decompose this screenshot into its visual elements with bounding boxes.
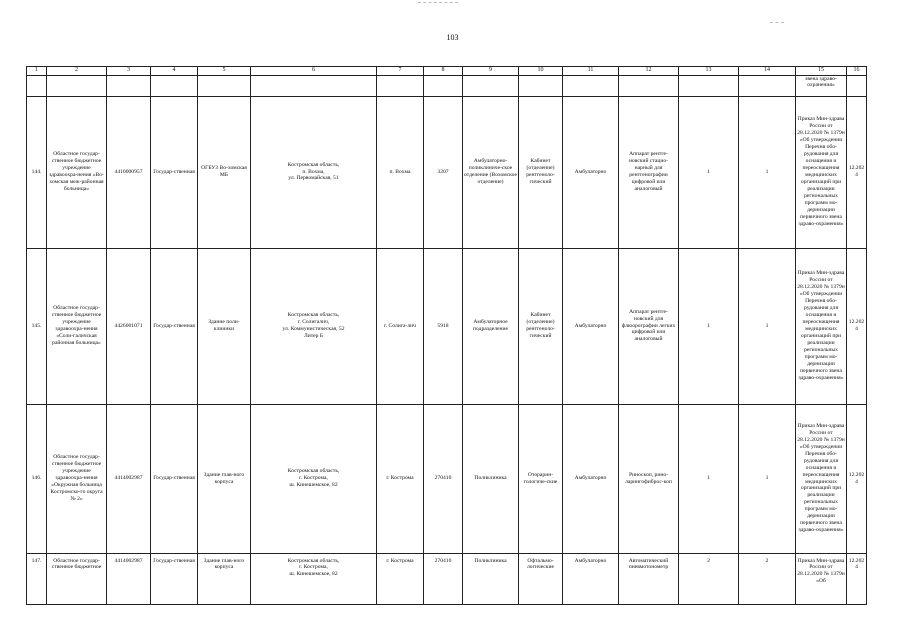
locality: п. Вохма xyxy=(377,96,424,248)
organization-name: Областное государ-ственное бюджетное xyxy=(47,553,107,604)
address-line: ул. Первомайская, 51 xyxy=(288,175,339,182)
quantity: 1 xyxy=(739,96,796,248)
column-number: 6 xyxy=(251,67,377,76)
column-number: 14 xyxy=(739,67,796,76)
inn: 4410000957 xyxy=(107,96,151,248)
equipment: Автоматический пневмотонометр xyxy=(619,553,679,604)
equipment: Аппарат рентге-новский стацио-нарный для рентгенографии цифровой или аналоговый xyxy=(619,96,679,248)
care-type: Амбулаторно xyxy=(563,248,619,404)
locality: г. Кострома xyxy=(377,553,424,604)
organization-name: Областное государ-ственное бюджетное учреждение здравоохра-нения «Соли-галичская районная больница» xyxy=(47,248,107,404)
address-line: г. Кострома, xyxy=(299,475,328,481)
care-type: Амбулаторно xyxy=(563,404,619,553)
address xyxy=(251,96,377,248)
basis: Приказ Мин-здрава России от 28.12.2020 № 1379н «Об утверждении Перечня обо-рудования для оснащения и переоснащения медицинских организаций при реализации региональных программ мо-дернизации первичного звена здраво-охранения» xyxy=(796,96,847,248)
locality: г. Солига-лич xyxy=(377,248,424,404)
organization-name: Областное государ-ственное бюджетное учреждение здравоохра-нения «Во-хомская меж-районная больница» xyxy=(47,96,107,248)
address xyxy=(251,553,377,604)
unit: Поликлиника xyxy=(463,404,519,553)
address-line: ул. Коммунистическая, 52 xyxy=(282,326,345,332)
basis: Приказ Мин-здрава России от 28.12.2020 № 1379н «Об утверждении Перечня обо-рудования для оснащения и переоснащения медицинских организаций при реализации региональных программ мо-дернизации первичного звена здраво-охранения» xyxy=(796,248,847,404)
column-number: 9 xyxy=(463,67,519,76)
column-number: 2 xyxy=(47,67,107,76)
quantity: 2 xyxy=(739,553,796,604)
column-number: 10 xyxy=(519,67,563,76)
date: 12.2024 xyxy=(847,96,867,248)
column-number: 8 xyxy=(424,67,463,76)
address-line: Литер Б xyxy=(303,332,324,339)
inn: 4414002987 xyxy=(107,404,151,553)
column-number: 4 xyxy=(151,67,198,76)
quantity: 1 xyxy=(679,248,739,404)
quantity: 2 xyxy=(679,553,739,604)
quantity: 1 xyxy=(679,96,739,248)
room: Оторарин-гологиче-ские xyxy=(519,404,563,553)
care-type: Амбулаторно xyxy=(563,96,619,248)
column-number: 5 xyxy=(198,67,251,76)
ownership: Государ-ственная xyxy=(151,404,198,553)
building: Здание глав-ного корпуса xyxy=(198,553,251,604)
room: Кабинет (отделение) рентгеноло-гический xyxy=(519,96,563,248)
address-line: Костромская область, xyxy=(287,468,340,475)
unit: Амбулаторно-поликлиниче-ское отделение (Вохомское отделение) xyxy=(463,96,519,248)
date: 12.2024 xyxy=(847,404,867,553)
building: Здание глав-ного корпуса xyxy=(198,404,251,553)
equipment: Риноскоп, рино-ларингофиброс-коп xyxy=(619,404,679,553)
column-number: 13 xyxy=(679,67,739,76)
equipment-table xyxy=(26,66,867,605)
page-number: 103 xyxy=(446,33,459,42)
column-number: 3 xyxy=(107,67,151,76)
unit: Поликлиника xyxy=(463,553,519,604)
table-row xyxy=(27,553,867,604)
address-line: г. Кострома, xyxy=(299,564,328,571)
column-number: 12 xyxy=(619,67,679,76)
address-line: п. Вохма, xyxy=(302,168,325,175)
row-number: 146. xyxy=(27,404,47,553)
address-line: ш. Кинешемское, 82 xyxy=(289,481,338,488)
code: 3207 xyxy=(424,96,463,248)
inn: 4414002987 xyxy=(107,553,151,604)
basis: Приказ Мин-здрава России от 28.12.2020 № 1379н «Об утверждении Перечня обо-рудования для оснащения и переоснащения медицинских организаций при реализации региональных программ мо-дернизации первичного звена здраво-охранения» xyxy=(796,404,847,553)
building: Здание поли-клиники xyxy=(198,248,251,404)
address-line: Костромская область, xyxy=(287,161,340,168)
table-row xyxy=(27,96,867,248)
column-number: 1 xyxy=(27,67,47,76)
room: Офтальмо-логические xyxy=(519,553,563,604)
address-line: г. Солигалич, xyxy=(297,319,330,326)
ownership: Государ-ственная xyxy=(151,553,198,604)
column-number: 16 xyxy=(847,67,867,76)
code: 5918 xyxy=(424,248,463,404)
basis: Приказ Мин-здрава России от 28.12.2020 № 1379н «Об xyxy=(796,553,847,604)
quantity: 1 xyxy=(679,404,739,553)
column-number: 7 xyxy=(377,67,424,76)
quantity: 1 xyxy=(739,404,796,553)
column-number: 15 xyxy=(796,67,847,76)
address-line: ш. Кинешемское, 82 xyxy=(289,571,338,578)
row-number: 144. xyxy=(27,96,47,248)
organization-name: Областное государ-ственное бюджетное учреждение здравоохра-нения «Окружная больница Костромско-го округа № 2» xyxy=(47,404,107,553)
equipment: Аппарат рентге-новский для флюорографии легких цифровой или аналоговый xyxy=(619,248,679,404)
address-line: Костромская область, xyxy=(287,557,340,564)
address xyxy=(251,248,377,404)
table-row xyxy=(27,248,867,404)
address xyxy=(251,404,377,553)
ownership: Государ-ственная xyxy=(151,248,198,404)
date: 12.2024 xyxy=(847,553,867,604)
basis-continuation: звена здраво-охранения» xyxy=(796,75,847,96)
quantity: 1 xyxy=(739,248,796,404)
code: 270410 xyxy=(424,404,463,553)
locality: г. Кострома xyxy=(377,404,424,553)
address-line: Костромская область, xyxy=(287,312,340,319)
row-number: 145. xyxy=(27,248,47,404)
column-number: 11 xyxy=(563,67,619,76)
ownership: Государ-ственная xyxy=(151,96,198,248)
building: ОГБУЗ Во-хомская МБ xyxy=(198,96,251,248)
continuation-row xyxy=(27,75,867,96)
care-type: Амбулаторно xyxy=(563,553,619,604)
column-number-row xyxy=(27,67,867,76)
table-row xyxy=(27,404,867,553)
date: 12.2024 xyxy=(847,248,867,404)
code: 270410 xyxy=(424,553,463,604)
unit: Амбулаторное подразделение xyxy=(463,248,519,404)
inn: 4426001071 xyxy=(107,248,151,404)
room: Кабинет (отделение) рентгеноло-гический xyxy=(519,248,563,404)
row-number: 147. xyxy=(27,553,47,604)
